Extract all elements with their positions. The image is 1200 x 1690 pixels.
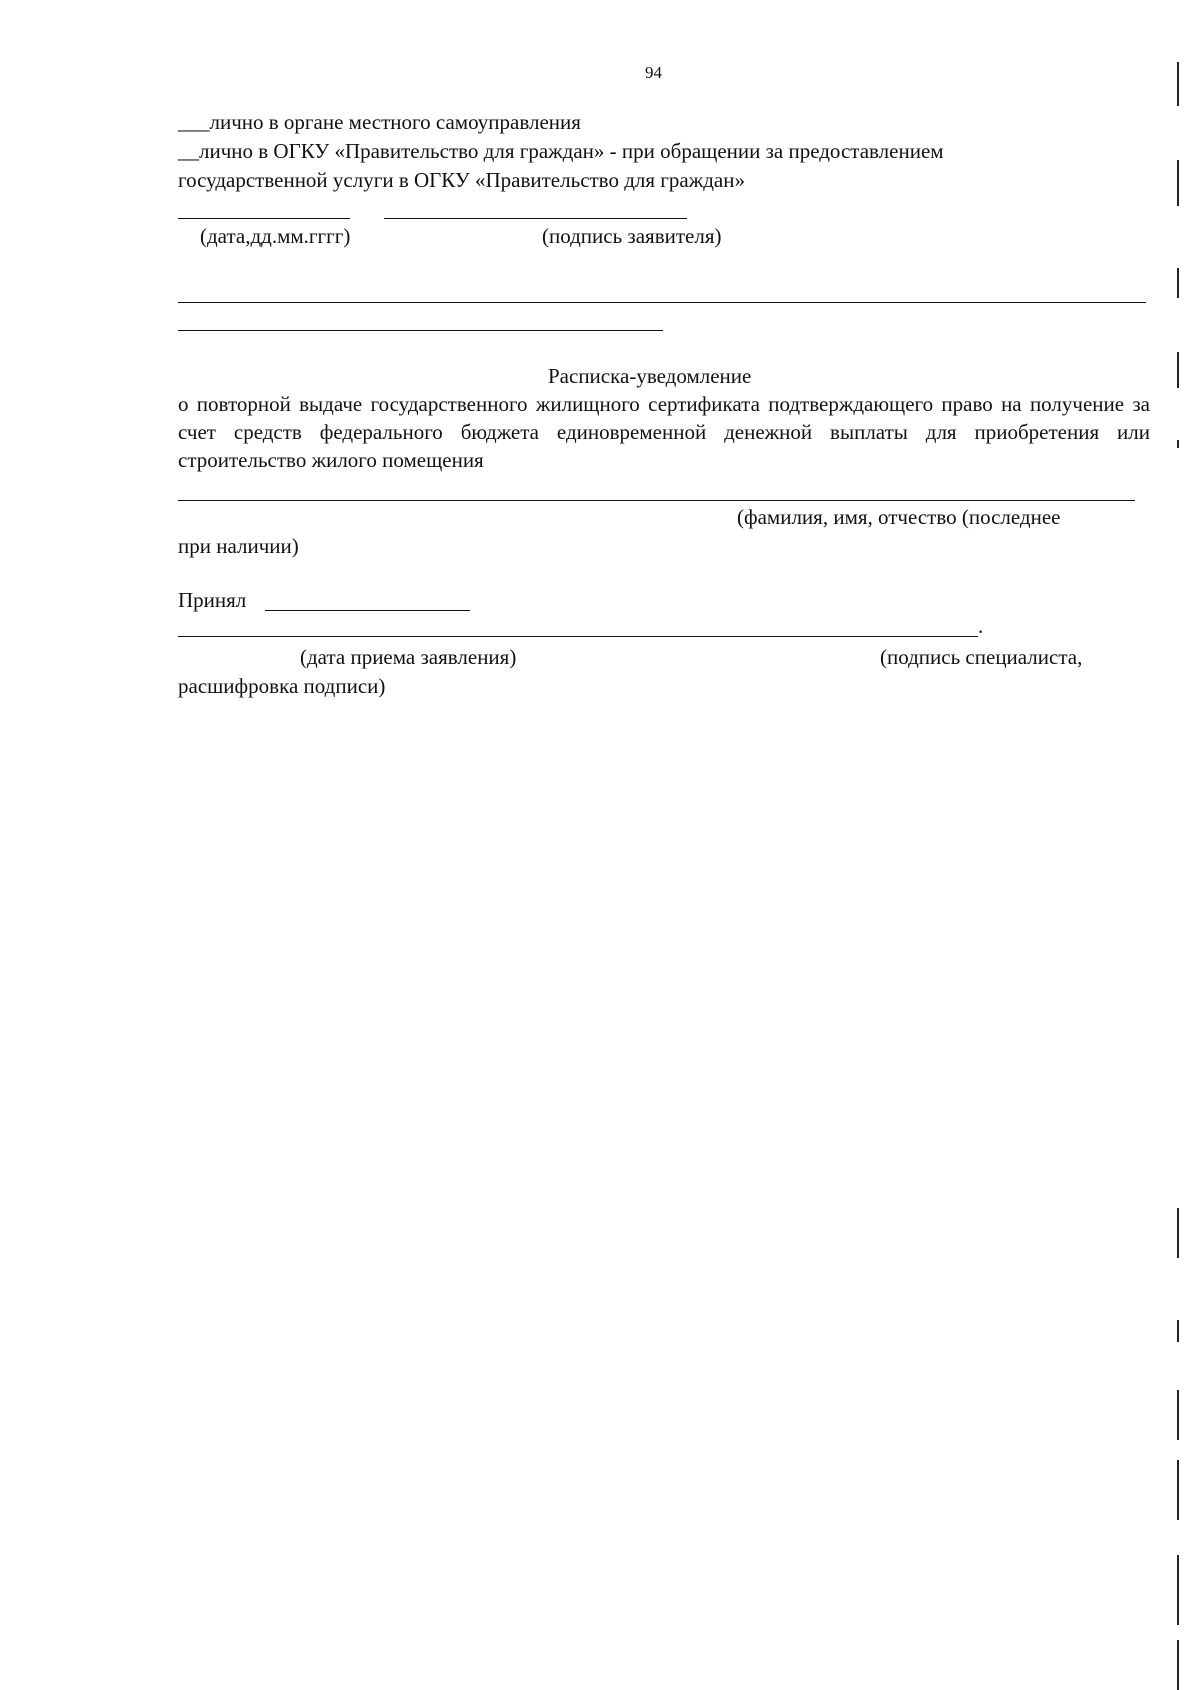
fio-caption: (фамилия, имя, отчество (последнее	[737, 505, 1061, 529]
scan-margin-mark	[1177, 352, 1179, 388]
scan-margin-mark	[1177, 1640, 1179, 1690]
separator-line-long	[178, 302, 1146, 303]
specialist-signature-caption-continued: расшифровка подписи)	[178, 674, 386, 698]
date-line	[178, 218, 350, 219]
line-end-mark: .	[978, 614, 984, 638]
accepted-label: Принял	[178, 588, 247, 612]
scan-margin-mark	[1177, 1208, 1179, 1258]
delivery-option-ogku-continued: государственной услуги в ОГКУ «Правительство для граждан»	[178, 168, 745, 192]
scan-margin-mark	[1177, 1555, 1179, 1625]
option-text: лично в ОГКУ «Правительство для граждан» - при обращении за предоставлением	[199, 139, 944, 163]
date-specialist-line	[178, 636, 978, 637]
delivery-option-local-government	[178, 108, 581, 136]
scan-margin-mark	[1177, 1460, 1179, 1520]
accepted-line	[265, 610, 470, 611]
applicant-signature-line	[384, 218, 687, 219]
scan-margin-mark	[1177, 1390, 1179, 1440]
scan-margin-mark	[1177, 1320, 1179, 1342]
receipt-body: о повторной выдаче государственного жилищного сертификата подтверждающего право на получение за счет средств федерального бюджета единовременной денежной выплаты для приобретения или строительство жилого помещения	[178, 392, 1150, 472]
option-blank: __	[178, 139, 199, 163]
separator-line-short	[178, 330, 663, 331]
scan-margin-mark	[1177, 160, 1179, 206]
page-number: 94	[645, 63, 662, 82]
fio-line	[178, 500, 1135, 501]
delivery-option-ogku	[178, 137, 944, 165]
applicant-signature-caption: (подпись заявителя)	[542, 224, 722, 248]
fio-caption-continued: при наличии)	[178, 534, 299, 558]
option-blank: ___	[178, 110, 210, 134]
scan-margin-mark	[1177, 268, 1179, 298]
scan-margin-mark	[1177, 62, 1179, 106]
date-caption: (дата,дд.мм.гггг)	[200, 224, 351, 248]
receipt-title: Расписка-уведомление	[548, 364, 752, 388]
option-text: лично в органе местного самоуправления	[209, 110, 581, 134]
specialist-signature-caption: (подпись специалиста,	[880, 645, 1083, 669]
acceptance-date-caption: (дата приема заявления)	[300, 645, 517, 669]
scan-margin-mark	[1177, 440, 1179, 448]
